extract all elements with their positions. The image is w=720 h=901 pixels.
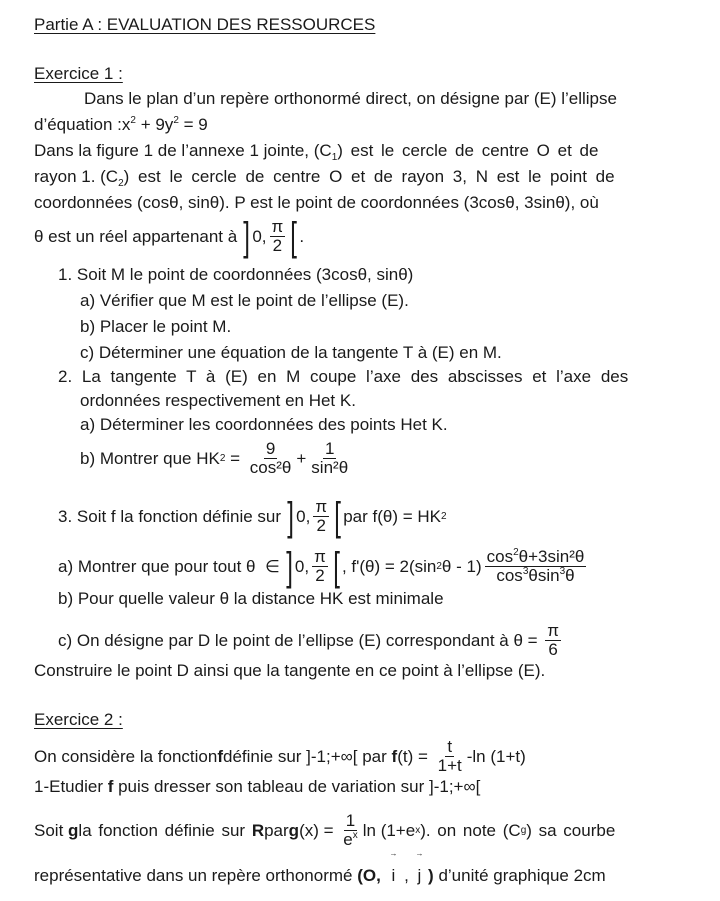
text: la fonction définie sur [78, 820, 252, 840]
text: 0, [252, 226, 267, 246]
numerator: π [314, 547, 326, 566]
open-bracket: ] [287, 494, 294, 539]
part-title: Partie A : EVALUATION DES RESSOURCES [34, 15, 376, 34]
text: i [391, 866, 396, 885]
text: , [404, 866, 409, 885]
text: θ - 1) [441, 556, 482, 576]
text: = [225, 448, 245, 468]
question-1b: b) Placer le point M. [80, 317, 232, 336]
denominator: 1+t [437, 756, 462, 775]
denominator: cos²θ [249, 458, 292, 477]
text: θ [565, 566, 575, 585]
ex1-equation-line [34, 114, 208, 136]
question-1a: a) Vérifier que M est le point de l’ellipse (E). [80, 291, 409, 310]
denominator: 6 [548, 640, 558, 659]
numerator: 9 [265, 439, 276, 458]
numerator: t [447, 737, 453, 756]
close-bracket: [ [290, 214, 298, 259]
text: d’équation :x [34, 115, 131, 134]
numerator: π [271, 217, 284, 236]
subscript: 2 [118, 178, 124, 189]
function-name: g [68, 820, 79, 840]
text: b) Montrer que HK [80, 448, 220, 468]
vector-i [392, 865, 396, 887]
text: + [296, 448, 307, 468]
ex1-para2-line-3: coordonnées (cosθ, sinθ). P est le point de coordonnées (3cosθ, 3sinθ), où [34, 193, 599, 212]
question-3: 3. Soit f la fonction définie sur ] 0, $\frac{\pi}{2}$ [ par f(θ) = HK 2 [58, 494, 447, 539]
text: 0, [294, 556, 310, 576]
question-2-line-1: 2. La tangente T à (E) en M coupe l’axe des abscisses et l’axe des [58, 367, 629, 386]
ex2-line-3: Soit g la fonction définie sur R par g (x) = $\frac{1}{e^x}$ ln (1+e x ). on note (C g ) sa courbe [34, 811, 616, 849]
fraction-pi-2 [313, 498, 329, 535]
interval-0-pi-over-2 [285, 494, 343, 539]
question-1c: c) Déterminer une équation de la tangente T à (E) en M. [80, 343, 502, 362]
text: 1-Etudier [34, 777, 108, 796]
vector-j [418, 865, 422, 887]
text: e [343, 830, 353, 849]
denominator [494, 567, 576, 585]
exponent: 3 [559, 566, 566, 577]
text: θ est un réel appartenant à [34, 226, 238, 246]
text: θ+3sin²θ [518, 547, 585, 566]
fraction-pi-2 [270, 218, 286, 255]
ex1-intro-text: Dans le plan d’un repère orthonormé direct, on désigne par (E) l’ellipse [84, 89, 617, 108]
set-R: R [251, 820, 265, 840]
text: Soit [34, 820, 69, 840]
question-1: 1. Soit M le point de coordonnées (3cosθ, sinθ) [58, 265, 414, 284]
text: d’unité graphique 2cm [433, 866, 606, 885]
ex1-para2-line-2 [34, 166, 615, 188]
fraction-1-sin2 [309, 440, 350, 477]
text: par [264, 820, 289, 840]
text: -ln (1+t) [466, 746, 526, 766]
ex1-para2-line-4 [34, 214, 305, 259]
denominator: 2 [316, 516, 326, 535]
text: ) sa courbe [526, 820, 616, 840]
question-2b: b) Montrer que HK 2 = $\frac{9}{\text{cos²θ}}$ + $\frac{1}{\text{sin²θ}}$ [80, 439, 349, 477]
text: cos [486, 547, 514, 566]
function-name: g [288, 820, 300, 840]
text: . [299, 226, 305, 246]
question-3c [58, 622, 564, 659]
text: ) est le cercle de centre O et de [337, 141, 599, 160]
ex2-line-2 [34, 776, 480, 798]
denominator: sin²θ [311, 458, 349, 477]
exponent: x [352, 830, 358, 841]
text: a) Montrer que pour tout θ ∈ [58, 556, 280, 576]
question-2a: a) Déterminer les coordonnées des points Het K. [80, 415, 448, 434]
fraction-pi-2 [312, 548, 328, 585]
open-bracket: ] [243, 214, 251, 259]
ex2-line-1 [34, 738, 526, 775]
question-3a: a) Montrer que pour tout θ ∈ ] 0, $\frac{\pi}{2}$ [ , f'(θ) = 2(sin 2 θ - 1) $\frac{\cos^2\theta+3\sin^2\theta}{\cos^3\theta\sin^3\theta}$ [58, 544, 585, 589]
fraction-1-over-ex [341, 812, 359, 849]
subscript: 1 [331, 152, 338, 163]
question-3b: b) Pour quelle valeur θ la distance HK est minimale [58, 589, 444, 608]
interval-0-pi-over-2 [284, 544, 342, 589]
construct-instruction: Construire le point D ainsi que la tangente en ce point à l’ellipse (E). [34, 661, 546, 680]
denominator: 2 [315, 566, 325, 585]
text: rayon 1. (C [34, 167, 119, 186]
text: ) [428, 866, 434, 885]
text: On considère la fonction [34, 746, 218, 766]
numerator: π [315, 497, 328, 516]
fraction-pi-6 [545, 622, 561, 659]
interval-0-pi-over-2 [241, 214, 299, 259]
text: j [417, 866, 422, 885]
text: + 9y [135, 115, 174, 134]
text: représentative dans un repère orthonormé [34, 866, 358, 885]
text: , f'(θ) = 2(sin [341, 556, 437, 576]
function-name: f [217, 746, 224, 766]
text: 0, [296, 506, 311, 526]
exercise-1-title: Exercice 1 : [34, 64, 123, 83]
numerator: 1 [345, 811, 356, 830]
close-bracket: [ [334, 494, 341, 539]
numerator [485, 548, 587, 567]
exponent: 2 [130, 115, 136, 126]
exponent: 3 [522, 566, 529, 577]
text: par f(θ) = HK [343, 506, 441, 526]
fraction-derivative [485, 548, 587, 585]
numerator: π [547, 621, 560, 640]
ex1-intro-line-1 [34, 88, 686, 110]
origin-O: (O, [357, 866, 381, 885]
text: ln (1+e [362, 820, 416, 840]
ex1-para2-line-1 [34, 140, 686, 162]
text: ) est le cercle de centre O et de rayon 3, N est le point de [123, 167, 615, 186]
text: définie sur ]-1;+∞[ par [223, 746, 392, 766]
fraction-t-over-1-plus-t [436, 738, 464, 775]
text: ). on note (C [420, 820, 521, 840]
text: puis dresser son tableau de variation sur ]-1;+∞[ [113, 777, 481, 796]
exponent: 2 [513, 547, 519, 558]
text: = 9 [178, 115, 208, 134]
ex2-line-4 [34, 865, 606, 887]
text: 3. Soit f la fonction définie sur [58, 506, 282, 526]
close-bracket: [ [333, 544, 340, 589]
denominator: 2 [272, 236, 283, 255]
exercise-2-title: Exercice 2 : [34, 710, 123, 729]
function-name: f [391, 746, 398, 766]
numerator: 1 [324, 439, 335, 458]
text: cos [496, 566, 523, 585]
function-name: f [107, 777, 114, 796]
text: (t) = [397, 746, 433, 766]
fraction-9-cos2 [248, 440, 294, 477]
exponent: 2 [173, 115, 179, 126]
text: θsin [528, 566, 560, 585]
open-bracket: ] [285, 544, 293, 589]
text: Dans la figure 1 de l’annexe 1 jointe, (C [34, 141, 332, 160]
question-2-line-2: ordonnées respectivement en Het K. [80, 391, 356, 410]
text: c) On désigne par D le point de l’ellipse (E) correspondant à θ = [58, 630, 543, 650]
text: (x) = [299, 820, 339, 840]
denominator [341, 831, 359, 849]
